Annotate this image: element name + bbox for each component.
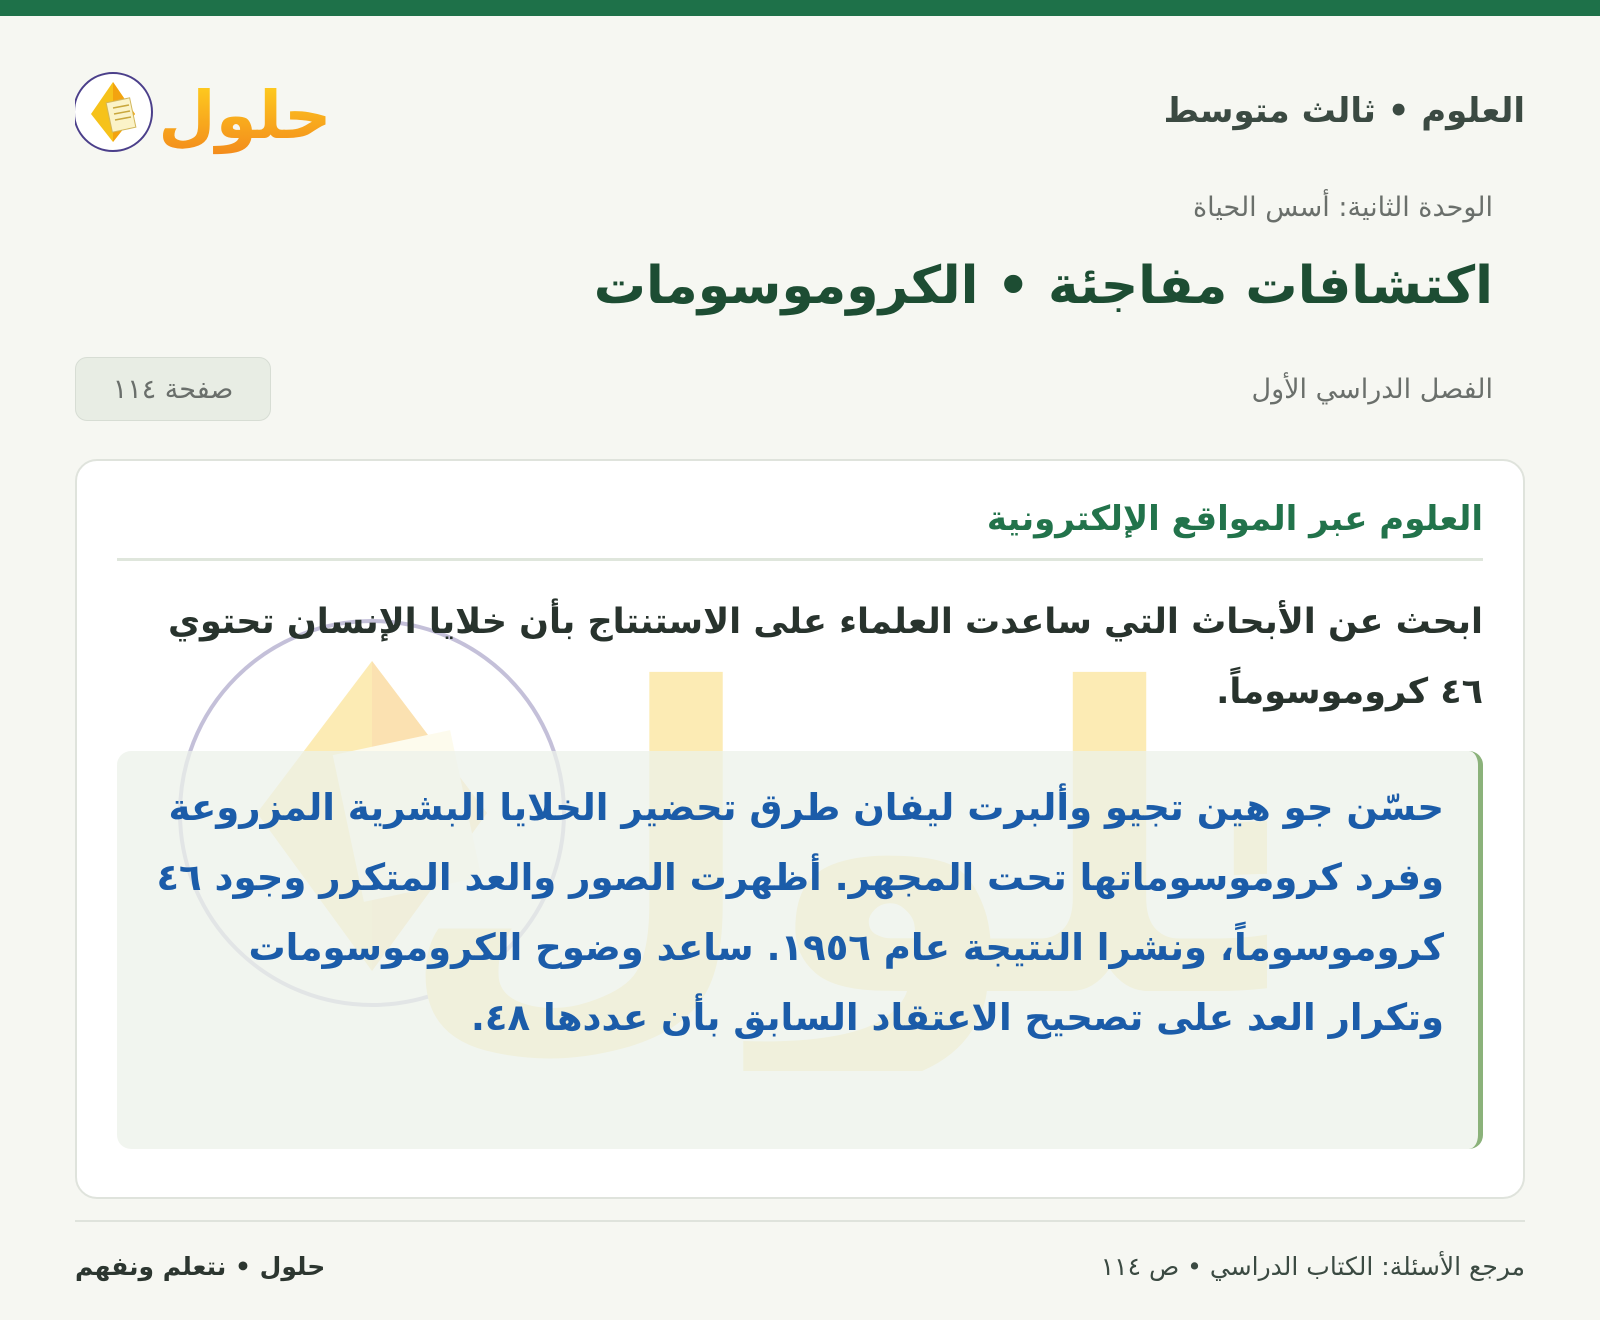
meta-row [75,357,1493,421]
question-text: ابحث عن الأبحاث التي ساعدت العلماء على الاستنتاج بأن خلايا الإنسان تحتوي ٤٦ كروموسوماً. [167,602,1483,712]
page [0,16,1600,1320]
svg-text:حلول: حلول [158,77,332,154]
subject-title: العلوم • ثالث متوسط [1163,91,1525,131]
footer-reference: مرجع الأسئلة: الكتاب الدراسي • ص ١١٤ [1100,1252,1525,1281]
page-badge: صفحة ١١٤ [75,357,271,421]
hulul-logo-icon [75,56,335,166]
hulul-logo[interactable] [75,56,335,166]
header [75,56,1525,166]
lesson-title: اكتشافات مفاجئة • الكروموسومات [593,256,1493,316]
answer-box [117,751,1483,1149]
top-accent-bar [0,0,1600,16]
answer-text: حسّن جو هين تجيو وألبرت ليفان طرق تحضير الخلايا البشرية المزروعة وفرد كروموسوماتها تحت المجهر. أظهرت الصور والعد المتكرر وجود ٤٦ كروموسوماً، ونشرا النتيجة عام ١٩٥٦. ساعد وضوح الكروموسومات وتكرار العد على تصحيح الاعتقاد السابق بأن عددها ٤٨. [156,786,1444,1039]
semester-label: الفصل الدراسي الأول [1251,373,1493,405]
footer-divider [75,1220,1525,1222]
footer-brand: حلول • نتعلم ونفهم [75,1252,326,1281]
section-heading: العلوم عبر المواقع الإلكترونية [986,499,1483,539]
unit-label: الوحدة الثانية: أسس الحياة [1193,192,1493,223]
heading-divider [117,558,1483,561]
footer [75,1252,1525,1281]
exercise-card [75,459,1525,1199]
